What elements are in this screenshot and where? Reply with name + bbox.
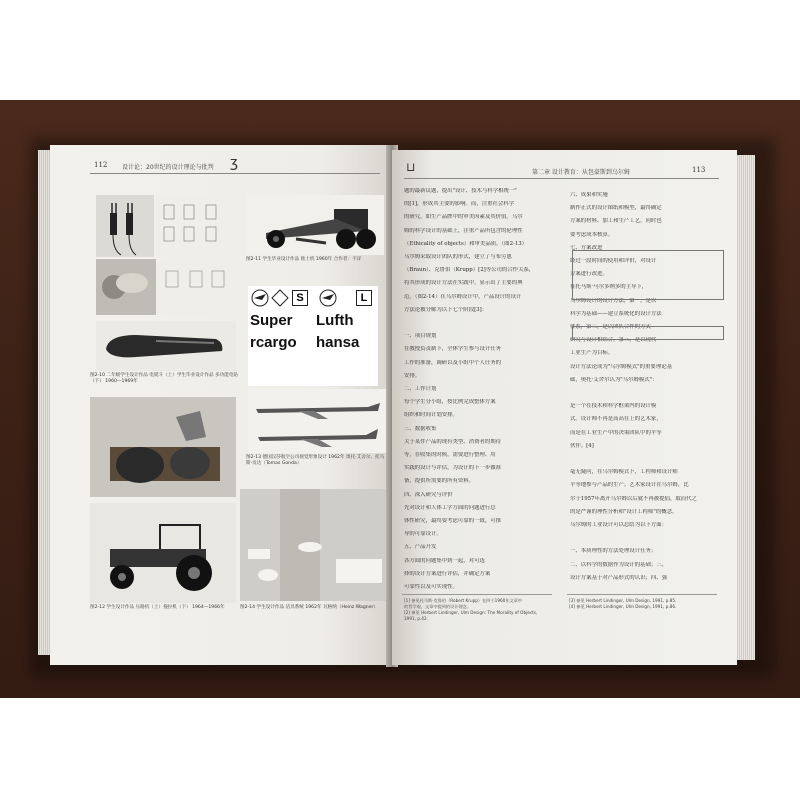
text-line: [2] 参见 Herbert Lindinger, Ulm Design: The Morality of Objects, [404, 610, 538, 615]
text-line: 在教授负责制下，全体学生参与设计任务 [404, 346, 502, 353]
text-line: 乌尔姆设计的设计方法，第一，是以 [570, 297, 657, 304]
bathroom-photo [240, 489, 386, 601]
caption-fig-2-11: 图2-11 学生毕业设计作品 推土机 1960年 合作者：不详 [246, 257, 362, 262]
text-line: 研究与设计相结合，第三，是以现代 [570, 337, 657, 344]
text-line: 1991, p.42. [404, 616, 428, 621]
text-line: 制作正式的设计图纸和模型，最终确定 [570, 205, 662, 212]
crane-logo-icon-2 [318, 288, 352, 308]
text-line: 导的可靠设计。 [404, 531, 442, 538]
right-running-head: 第二章 设计教育：从包豪斯到乌尔姆 [532, 169, 630, 176]
text-line: 平等地参与产品的生产。艺术家设计在乌尔姆，比 [570, 482, 689, 489]
right-page [392, 150, 737, 665]
word-rcargo: rcargo [250, 334, 297, 351]
text-line: 的研究，如生产品牌中的审美因素及其价值。乌尔 [404, 214, 523, 221]
footnote-rule-right [567, 594, 717, 595]
s-mark: S [292, 290, 308, 306]
text-line: 的[1]，形成其主要的影响。而，注重社会科学 [404, 201, 515, 208]
text-line: 关于某件产品的现有类型、消费者的期待 [404, 438, 502, 445]
text-line: 是一个在技术和科学框架内的设计模 [570, 403, 657, 410]
text-line: 方法论被分解为以下七个阶段[3]： [404, 306, 488, 313]
text-line: 式。设计师不再是高高在上的艺术家， [570, 416, 662, 423]
text-line: 的是严谨的理性分析和"设计工程师"的概念。 [570, 508, 678, 515]
text-line: 工业生产为目标。 [570, 350, 614, 357]
hand-plug-photo [96, 259, 156, 315]
text-line: 一、项目规划 [404, 333, 437, 340]
text-line: 四、深入研究与评价 [404, 491, 453, 498]
text-line: 而是在工业生产中的决策团队中的平等 [570, 429, 662, 436]
text-line: 体性研究，最终要考虑可靠的一致，可推 [404, 518, 502, 524]
text-line: 二、以科学的数据作为设计的基础；三、 [570, 561, 668, 568]
text-line: 在托马斯·马尔多纳多的主导下， [570, 284, 648, 291]
caption-fig-2-13: 图2-13 德国汉莎航空公司视觉形象设计 1962年 奥托·艾舍尔、托马斯·贡达（Tomas Gonda） [246, 455, 385, 466]
grader-photo [246, 195, 384, 255]
hand-icon [96, 259, 156, 315]
text-line: 六、成果和实施 [570, 192, 608, 198]
diamond-logo-icon [270, 288, 290, 308]
roller-icon [90, 397, 236, 497]
text-line: 五、产品开发 [404, 544, 437, 551]
plug-icon [96, 195, 154, 257]
header-rule-right [404, 178, 719, 179]
text-line: 可靠性以及可实现性。 [404, 584, 458, 590]
text-line: 要考虑成本核算。 [570, 231, 614, 238]
text-line: 各方面的问题集中到一起，对可选 [404, 557, 485, 564]
text-line: 设计方案基于对产品形式的认识；四、强 [570, 574, 668, 581]
plug-photo [96, 195, 154, 257]
text-line: （Braun）、克鲁伯（Krupp）[2]等公司的合作关系， [404, 267, 535, 274]
text-line: [1] 参见托马斯·克鲁伯（Robert Krupp）在四个1960年文章中 [404, 598, 523, 603]
right-page-number: 113 [692, 166, 706, 174]
text-line: 组织和时间计划安排。 [404, 412, 458, 419]
text-line: [4] 参见 Herbert Lindinger, Ulm Design, 1991, p.86. [569, 604, 677, 609]
l-mark: L [356, 290, 372, 306]
text-line: 尔于1957年离开乌尔姆以后就不再被提倡，取而代之 [570, 495, 697, 502]
text-line: 础，奥托·艾舍尔认为"乌尔姆模式"： [570, 376, 658, 383]
caption-fig-2-10: 图2-10 二年级学生设计作品 电熨斗（上）学生毕业设计作品 多功能电钻（下） 1960—1969年 [90, 373, 239, 384]
text-line: 经过一段时间的使用和评价，对设计 [570, 258, 657, 264]
bathroom-icon [240, 489, 386, 601]
text-line: 择的设计方案进行评估，并确定方案 [404, 570, 491, 577]
right-page-edges [735, 155, 755, 660]
footnote-rule-left [402, 594, 552, 595]
text-line: 的哲学观，文章中提到的设计理念。 [404, 604, 472, 609]
left-running-head: 设计论：20世纪的设计理论与批判 [122, 164, 214, 171]
sketch-icon [156, 259, 236, 315]
caption-fig-2-14: 图2-14 学生设计作品 洁具系统 1962年 瓦格纳（Heinz Wagner） [240, 605, 378, 610]
text-line: 乌尔姆采取设计团队的形式，建立了与布劳恩 [404, 254, 512, 260]
plug-diagram-icon [156, 195, 236, 257]
text-line: 体系，第二，是以团队合作的方式—— [570, 324, 662, 330]
text-line: 二、工作计划 [404, 386, 437, 392]
quote-box-1 [572, 250, 724, 300]
word-lufth: Lufth [316, 312, 354, 329]
text-line: 工作的准备，调研以及小组中个人任务的 [404, 359, 502, 366]
tractor-icon [90, 503, 236, 603]
left-page [50, 145, 390, 665]
word-hansa: hansa [316, 334, 360, 351]
tractor-photo [90, 503, 236, 603]
text-line: 安排。 [404, 372, 421, 379]
roller-photo [90, 397, 236, 497]
text-line: 方案的材料、加工和生产工艺，同时也 [570, 218, 662, 225]
decorative-glyph-icon-right: ⊔ [406, 160, 416, 174]
text-line: 设计方法论成为"乌尔姆模式"的重要理论基 [570, 363, 672, 370]
decorative-glyph-icon: ʒ [230, 155, 239, 171]
text-line: 范。（图2-14）在乌尔姆设计中，产品设计的设计 [404, 293, 522, 300]
text-line: [3] 参见 Herbert Lindinger, Ulm Design, 1991, p.85. [569, 598, 677, 603]
text-line: （Ethicality of objects）和审美品质。（图2-13） [404, 240, 528, 247]
text-line: 先对设计和人体工学方面的问题进行总 [404, 504, 496, 511]
text-line: 三、数据收集 [404, 425, 437, 432]
drill-photo [96, 321, 236, 371]
plug-diagram [156, 195, 236, 257]
text-line: 七、方案改进 [570, 244, 603, 251]
drill-icon [96, 321, 236, 371]
quote-box-2 [572, 326, 724, 340]
text-line: 每个学生分小组，按比例完成整体方案 [404, 399, 496, 406]
plug-sketches [156, 259, 236, 315]
text-line: 一、本质理性的方法处理设计任务； [570, 548, 657, 555]
grader-icon [246, 195, 384, 255]
text-line: 备，提供所需要的所有资料。 [404, 478, 475, 485]
text-line: 科学为基础——建立系统化的设计方法 [570, 310, 662, 317]
airplane-photo [248, 389, 386, 453]
text-line: 姆的科学设计的基础上，注重产品所包含的伦理性 [404, 227, 523, 234]
header-rule [90, 173, 380, 174]
left-page-number: 112 [94, 161, 108, 169]
caption-fig-2-12: 图2-12 学生设计作品 压路机（上）拖拉机（下） 1964—1966年 [90, 605, 225, 610]
word-super: Super [250, 312, 293, 329]
text-line: 乌尔姆的工业设计可以总结为以下方面： [570, 522, 668, 528]
airplane-icon [248, 389, 386, 453]
text-line: 方案进行改进。 [570, 271, 608, 278]
text-line: 伙伴。[4] [570, 442, 594, 449]
text-line: 毫无疑问，在乌尔姆模式下，工程师和设计师 [570, 469, 678, 476]
text-line: 将其形成的设计方法在实践中，显示出了主要的典 [404, 280, 523, 287]
text-line: 实践的设计与评估，为设计的下一步做准 [404, 465, 502, 472]
text-line: 等，在收集的时候，需要进行整理、用 [404, 452, 496, 458]
lufthansa-identity-panel [248, 286, 378, 386]
text-line: 题的最新议题，提出"设计、技术与科学相统一" [404, 188, 517, 194]
